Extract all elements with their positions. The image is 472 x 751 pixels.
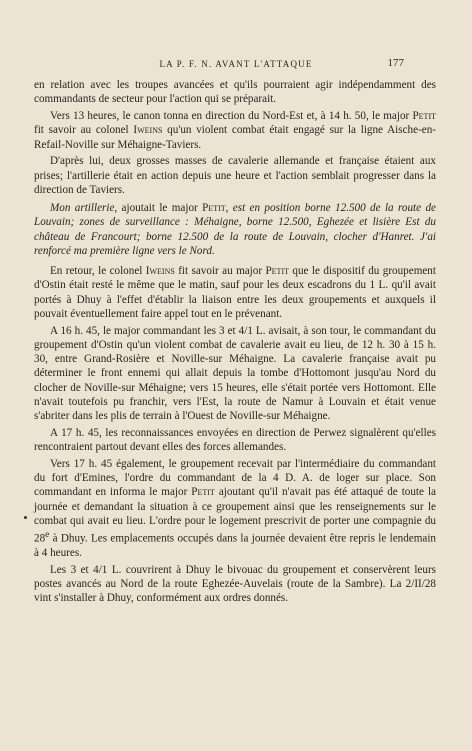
person-name: Petit	[191, 486, 215, 499]
superscript: e	[45, 530, 50, 540]
paragraph-8	[34, 457, 436, 560]
person-name: Iweins	[145, 265, 175, 277]
paragraph-5	[34, 264, 436, 321]
text-run: Vers 13 heures, le canon tonna en direction du Nord-Est et, à 14 h. 50, le major	[50, 110, 413, 122]
person-name: Iweins	[133, 124, 163, 137]
text-run: que le dispositif du groupement d'Ostin était resté le même que le matin, sauf pour les deux escadrons du 1 L. qu'il avait portés à Dhuy à l'effet d'établir la liaison entre les deux groupements et auxquels il pouvait éventuellement faire appel tout en le prévenant.	[34, 265, 436, 320]
paragraph-9: Les 3 et 4/1 L. couvrirent à Dhuy le bivouac du groupement et conservèrent leurs postes avancés au Nord de la route Eghezée-Auvelais (route de la Sambre). La 2/II/28 vint s'installer à Dhuy, conformément aux ordres donnés.	[34, 563, 436, 605]
quote-text: est en position borne 12.500 de la route de Louvain; zones de surveillance : Méhaigne, borne 12.500, Eghezée et lisière Est du château de Francourt; borne 12.500 de la route de Louvain, clocher d'Hanret. J'ai renforcé ma première ligne vers le Nord.	[34, 202, 436, 257]
text-run: En retour, le colonel	[50, 265, 146, 277]
paragraph-3: D'après lui, deux grosses masses de cavalerie allemande et française étaient aux prises; l'artillerie était en action depuis une heure et l'action semblait progresser dans la direction de Taviers.	[34, 155, 436, 196]
running-head	[0, 57, 472, 73]
paragraph-1: en relation avec les troupes avancées et qu'ils pourraient agir indépendamment des commandants de secteur pour l'action qui se préparait.	[34, 79, 436, 106]
text-run: , ajoutait le major	[114, 202, 203, 214]
text-run: à Dhuy. Les emplacements occupés dans la journée devaient être repris le lendemain à 4 heures.	[34, 532, 436, 559]
paragraph-7: A 17 h. 45, les reconnaissances envoyées en direction de Perwez signalèrent qu'elles rencontraient partout devant elles des forces allemandes.	[34, 426, 436, 453]
margin-mark	[24, 516, 27, 519]
person-name: Petit	[412, 110, 436, 122]
text-run: qu'un violent combat était engagé sur la ligne Aische-en-Refail-Noville sur Méhaigne-Taviers.	[34, 124, 436, 151]
body-text	[34, 78, 436, 608]
paragraph-6: A 16 h. 45, le major commandant les 3 et 4/1 L. avisait, à son tour, le commandant du groupement d'Ostin qu'un violent combat de cavalerie avait eu lieu, de 12 h. 30 à 15 h. 30, entre Grand-Rosière et Noville-sur Méhaigne. La cavalerie française avait pu déterminer le front ennemi qui allait depuis la tombe d'Hottomont jusqu'au Nord du clocher de Noville-sur Méhaigne; vers 15 heures, elle s'était portée vers Hottomont. Elle n'avait toutefois pu franchir, vers l'Est, la route de Namur à Louvain et était venue s'abriter dans les plis de terrain à l'Ouest de Noville-sur Méhaigne.	[34, 324, 436, 422]
text-run: ajoutant qu'il n'avait pas été attaqué de toute la journée et demandant la situation à ce groupement ainsi que les renseignements sur le combat qui avait eu lieu. L'ordre pour le logement prescrivit de porter une compagnie du 28	[34, 486, 436, 545]
page-number: 177	[387, 57, 404, 69]
text-run: fit savoir au major	[174, 265, 266, 277]
quote-lead: Mon artillerie	[50, 202, 115, 214]
person-name: Petit	[202, 202, 226, 214]
text-run: ,	[225, 202, 233, 214]
paragraph-4-quote	[34, 201, 436, 258]
person-name: Petit	[265, 265, 289, 277]
paragraph-2	[34, 109, 436, 152]
running-title: LA P. F. N. AVANT L'ATTAQUE	[159, 59, 313, 69]
text-run: fit savoir au colonel	[34, 124, 134, 137]
text-run: Vers 17 h. 45 également, le groupement recevait par l'intermédiaire du commandant du fort d'Emines, l'ordre du commandant de la 4 D. A. de loger sur place. Son commandant en informa le major	[34, 457, 436, 499]
